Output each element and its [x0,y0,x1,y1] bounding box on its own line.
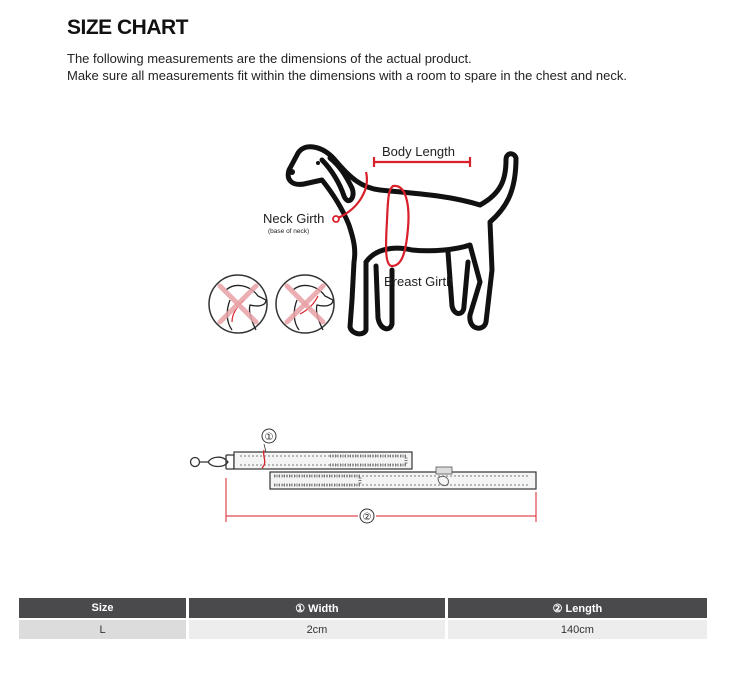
dog-eye [316,161,320,165]
leash-illustration [191,429,537,523]
wrong-fit-example-2 [276,275,334,333]
header-width: ① Width [189,598,445,618]
description-line-2: Make sure all measurements fit within the dimensions with a room to spare in the chest and neck. [67,68,627,83]
header-size: Size [19,598,186,618]
neck-girth-note: (base of neck) [268,228,310,235]
size-table [16,596,710,641]
header-length: ② Length [448,598,707,618]
wrong-fit-example-1 [209,275,267,333]
leash-clip [191,455,235,469]
width-marker-label: ① [264,432,274,443]
description-line-1: The following measurements are the dimensions of the actual product. [67,51,472,66]
size-table-header [19,598,707,618]
dog-nose [289,169,295,175]
cell-width: 2cm [189,620,445,639]
cell-size: L [19,620,186,639]
breast-girth-marker [386,186,408,266]
breast-girth-label: Breast Girth [384,274,454,289]
table-row [19,620,707,639]
dog-ear [322,158,353,201]
length-marker-label: ② [362,512,372,523]
cell-length: 140cm [448,620,707,639]
page-title: SIZE CHART [67,16,188,39]
body-length-label: Body Length [382,144,456,159]
neck-girth-label: Neck Girth [263,211,325,226]
